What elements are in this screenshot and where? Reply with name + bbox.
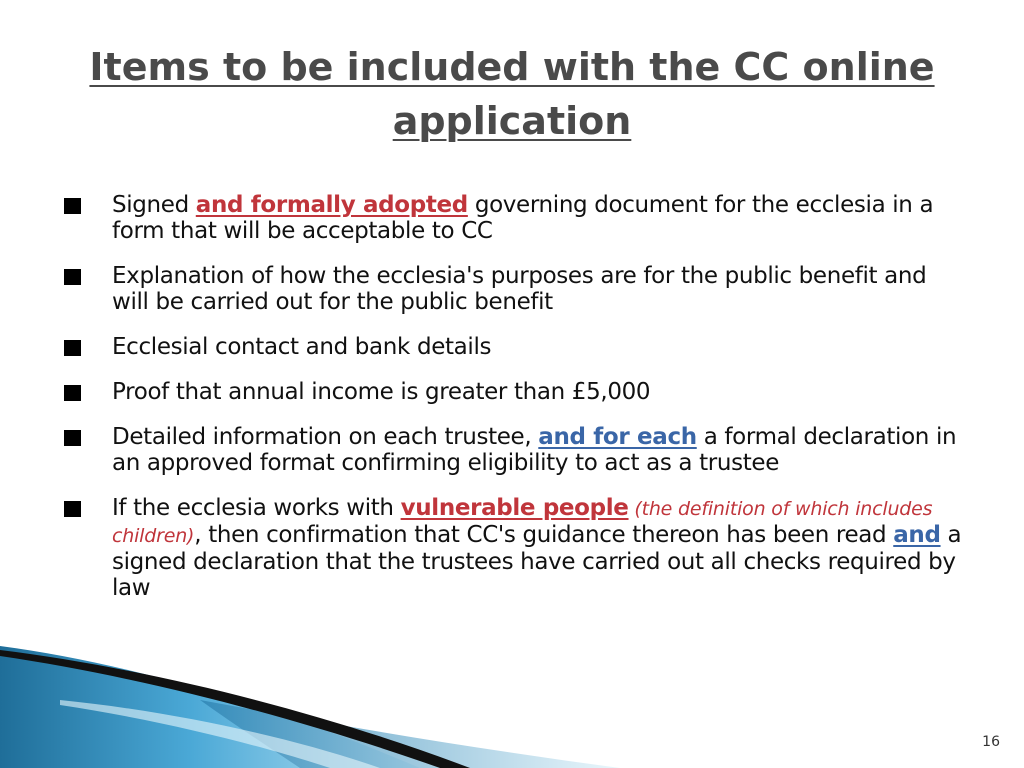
item-text: Explanation of how the ecclesia's purposes are for the public benefit and will be carried out for the public benefit xyxy=(112,263,927,315)
item-text: Detailed information on each trustee, xyxy=(112,424,539,450)
page-number: 16 xyxy=(982,734,1000,750)
item-text: governing document for the ecclesia in a form that will be acceptable to CC xyxy=(112,192,934,244)
item-emphasis: and xyxy=(893,522,941,548)
item-text: , then confirmation that CC's guidance thereon has been read xyxy=(194,522,894,548)
item-emphasis: vulnerable people xyxy=(400,495,629,521)
item-emphasis: and formally adopted xyxy=(195,192,468,218)
item-text: Proof that annual income is greater than £5,000 xyxy=(112,379,651,405)
item-text: Ecclesial contact and bank details xyxy=(112,334,492,360)
slide-title: Items to be included with the CC online application xyxy=(89,45,935,143)
item-text: a formal declaration in an approved format confirming eligibility to act as a trustee xyxy=(112,424,957,476)
item-text: If the ecclesia works with xyxy=(112,495,401,521)
item-text: Signed xyxy=(112,192,196,218)
item-emphasis: and for each xyxy=(538,424,697,450)
item-note: (the definition of which includes children) xyxy=(112,498,933,547)
item-text: a signed declaration that the trustees have carried out all checks required by law xyxy=(112,522,962,601)
